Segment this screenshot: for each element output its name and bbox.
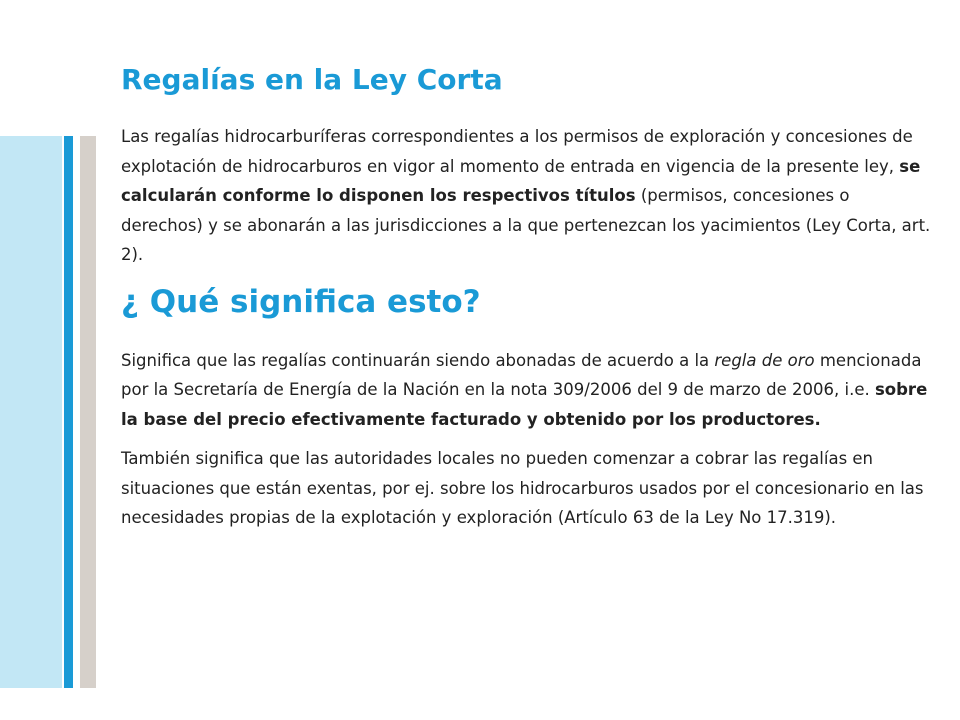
paragraph2-text-a: Significa que las regalías continuarán siendo abonadas de acuerdo a la <box>121 350 715 370</box>
decorative-blue-bar <box>64 136 73 688</box>
paragraph1-bold: se calcularán conforme lo disponen los respectivos títulos <box>121 156 921 205</box>
paragraph2-text-b: mencionada por la Secretaría de Energía de la Nación en la nota 309/2006 del 9 de marzo de 2006, i.e. <box>121 350 922 399</box>
paragraph2-italic: regla de oro <box>714 350 815 370</box>
question-heading: ¿ Qué significa esto? <box>121 283 481 320</box>
paragraph1-text-a: Las regalías hidrocarburíferas correspondientes a los permisos de exploración y concesiones de explotación de hidrocarburos en vigor al momento de entrada en vigencia de la presente ley, <box>121 127 913 176</box>
paragraph-exemptions: También significa que las autoridades locales no pueden comenzar a cobrar las regalías en situaciones que están exentas, por ej. sobre los hidrocarburos usados por el concesionario en las necesidades propias de la explotación y exploración (Artículo 63 de la Ley No 17.319). <box>121 449 924 527</box>
slide-title: Regalías en la Ley Corta <box>121 63 503 96</box>
paragraph2-bold: sobre la base del precio efectivamente facturado y obtenido por los productores. <box>121 380 928 429</box>
decorative-gray-bar <box>80 136 96 688</box>
decorative-light-blue-bar <box>0 136 62 688</box>
paragraph1-text-b: (permisos, concesiones o derechos) y se abonarán a las jurisdicciones a la que pertenezcan los yacimientos (Ley Corta, art. 2). <box>121 186 931 264</box>
slide-content <box>121 60 931 533</box>
paragraph-royalties-rule <box>121 122 931 270</box>
paragraph-meaning <box>121 346 931 435</box>
